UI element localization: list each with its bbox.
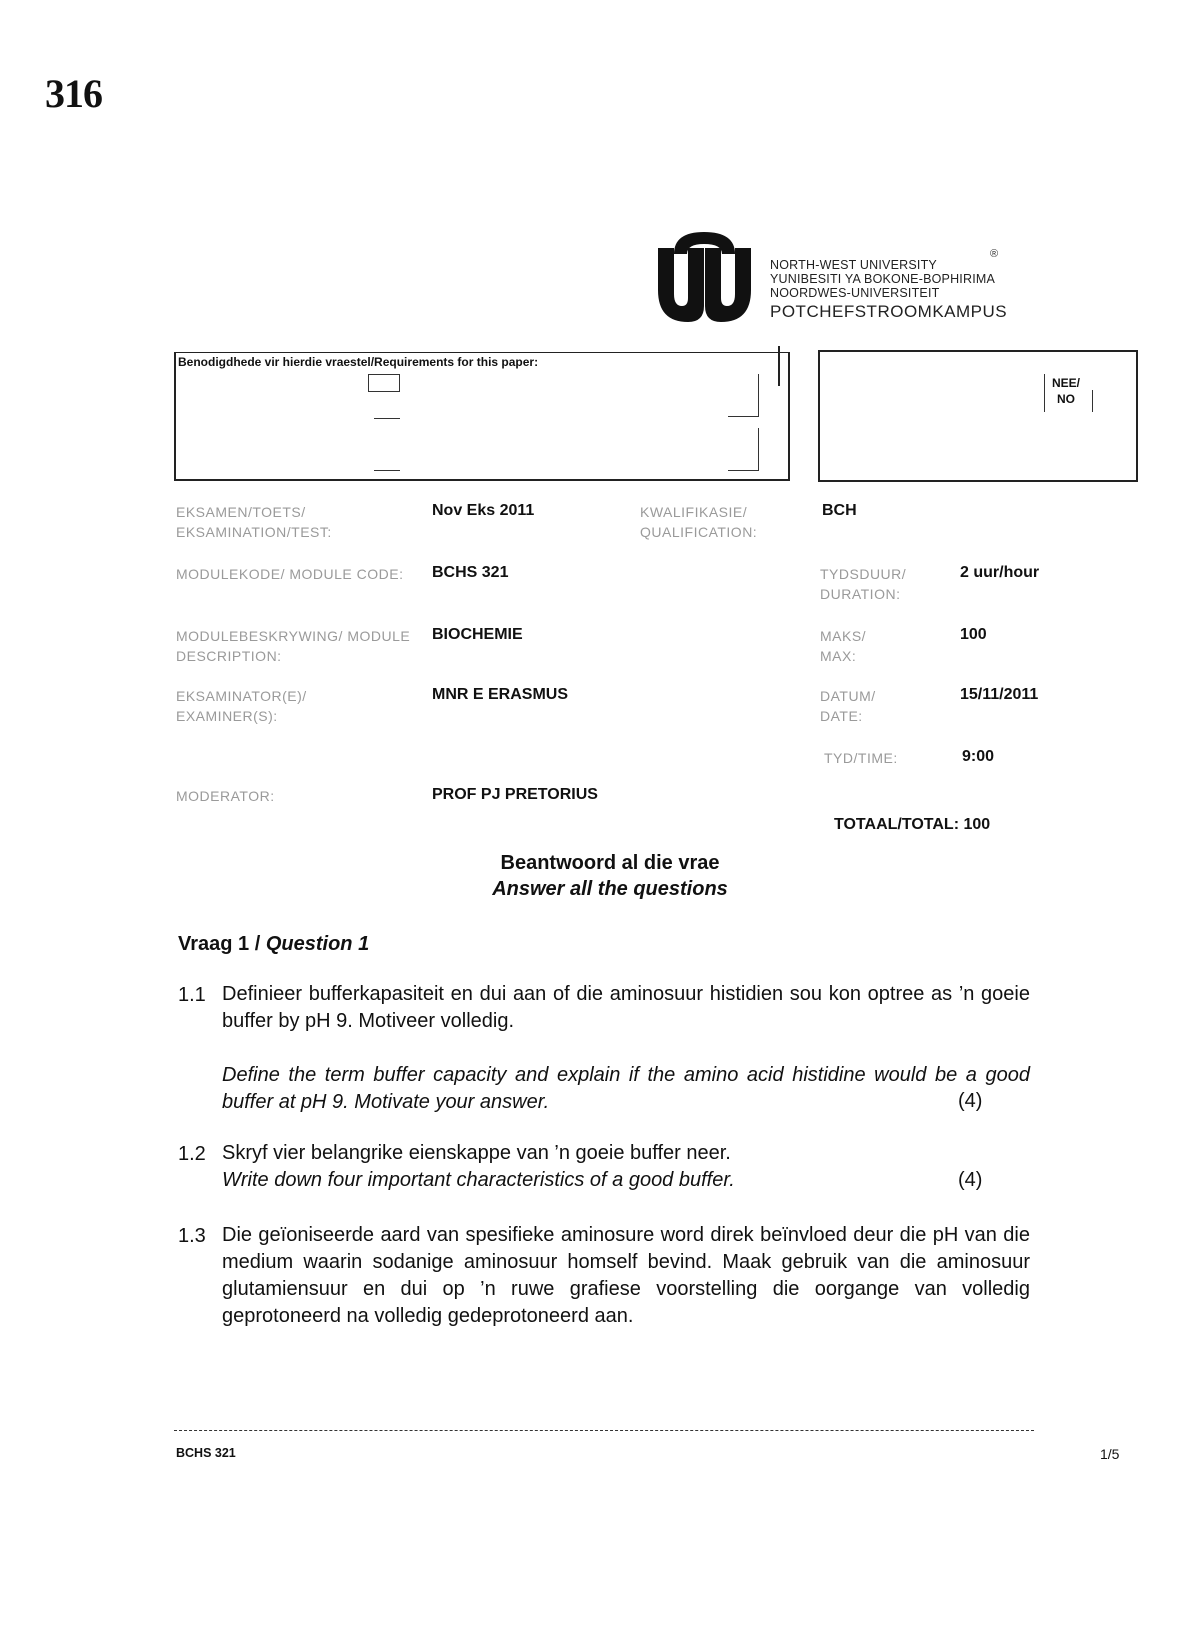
- qualification-value: BCH: [822, 502, 857, 519]
- question-number: 1.2: [178, 1143, 206, 1165]
- question-number: 1.3: [178, 1225, 206, 1247]
- date-value: 15/11/2011: [960, 686, 1039, 703]
- question-text-af: Die geïoniseerde aard van spesifieke aminosure word direk beïnvloed deur die pH van die medium waarin sodanige aminosuur homself bevind. Maak gebruik van die aminosuur glutamiensuur en dui op ’n ruwe grafiese voorstelling die oorgange van volledig geprotoneerd na volledig gedeprotoneerd aan.: [222, 1224, 1030, 1327]
- page-number: 316: [45, 71, 102, 116]
- question-heading-af: Vraag 1 /: [178, 933, 266, 955]
- university-name: [770, 258, 1007, 322]
- duration-value: 2 uur/hour: [960, 564, 1040, 581]
- requirement-blank: [374, 470, 400, 471]
- max-value: 100: [960, 626, 987, 643]
- question-text-en: Define the term buffer capacity and explain if the amino acid histidine would be a good buffer at pH 9. Motivate your answer.: [222, 1064, 1030, 1113]
- question-text-en: Write down four important characteristics of a good buffer.: [222, 1169, 735, 1191]
- answer-nee: NEE/: [1052, 376, 1081, 390]
- requirements-box: [174, 352, 790, 481]
- university-line-2: YUNIBESITI YA BOKONE-BOPHIRIMA: [770, 272, 996, 286]
- question-heading: [178, 933, 369, 956]
- question-marks: (4): [958, 1090, 983, 1112]
- time-value: 9:00: [962, 748, 995, 765]
- max-label: MAKS/ MAX:: [820, 628, 867, 664]
- module-description-label: MODULEBESKRYWING/ MODULE DESCRIPTION:: [176, 628, 411, 664]
- question-marks: (4): [958, 1169, 983, 1191]
- moderator-value: PROF PJ PRETORIUS: [432, 786, 598, 803]
- requirement-blank: [374, 418, 400, 419]
- duration-label: TYDSDUUR/ DURATION:: [820, 566, 907, 602]
- question-number: 1.1: [178, 984, 206, 1006]
- nwu-logo: [652, 228, 757, 328]
- total-marks: TOTAAL/TOTAL: 100: [834, 816, 991, 833]
- footer-rule: [174, 1430, 1034, 1431]
- moderator-label: MODERATOR:: [176, 788, 275, 804]
- requirements-title: Benodigdhede vir hierdie vraestel/Requirements for this paper:: [178, 355, 539, 369]
- answer-divider: [1092, 390, 1093, 412]
- exam-label: EKSAMEN/TOETS/ EKSAMINATION/TEST:: [176, 504, 332, 540]
- requirement-checkbox: [368, 374, 400, 392]
- question-text-af: Skryf vier belangrike eienskappe van ’n goeie buffer neer.: [222, 1142, 731, 1164]
- question-heading-en: Question 1: [265, 933, 370, 955]
- footer-module-code: BCHS 321: [176, 1446, 236, 1460]
- exam-value: Nov Eks 2011: [432, 502, 535, 519]
- answer-no: NO: [1057, 392, 1075, 406]
- examiner-value: MNR E ERASMUS: [432, 686, 569, 703]
- qualification-label: KWALIFIKASIE/ QUALIFICATION:: [640, 504, 758, 540]
- date-label: DATUM/ DATE:: [820, 688, 876, 724]
- campus-name: POTCHEFSTROOMKAMPUS: [770, 302, 1008, 321]
- instruction-english: Answer all the questions: [492, 878, 728, 900]
- module-description-value: BIOCHEMIE: [432, 626, 523, 643]
- requirement-checkbox: [728, 374, 759, 417]
- answer-divider: [1044, 374, 1045, 412]
- module-code-label: MODULEKODE/ MODULE CODE:: [176, 566, 404, 582]
- open-book-answer: [1052, 375, 1080, 407]
- time-label: TYD/TIME:: [824, 750, 898, 766]
- examiner-label: EKSAMINATOR(E)/ EXAMINER(S):: [176, 688, 307, 724]
- university-line-3: NOORDWES-UNIVERSITEIT: [770, 286, 940, 300]
- university-line-1: NORTH-WEST UNIVERSITY: [770, 258, 937, 272]
- footer-page-number: 1/5: [1100, 1446, 1120, 1462]
- module-code-value: BCHS 321: [432, 564, 509, 581]
- instruction-afrikaans: Beantwoord al die vrae: [500, 852, 720, 874]
- question-text-af: Definieer bufferkapasiteit en dui aan of die aminosuur histidien sou kon optree as ’n goeie buffer by pH 9. Motiveer volledig.: [222, 983, 1030, 1032]
- box-divider: [778, 346, 780, 386]
- requirement-checkbox: [728, 428, 759, 471]
- registered-mark: ®: [990, 248, 999, 260]
- open-book-box: [818, 350, 1138, 482]
